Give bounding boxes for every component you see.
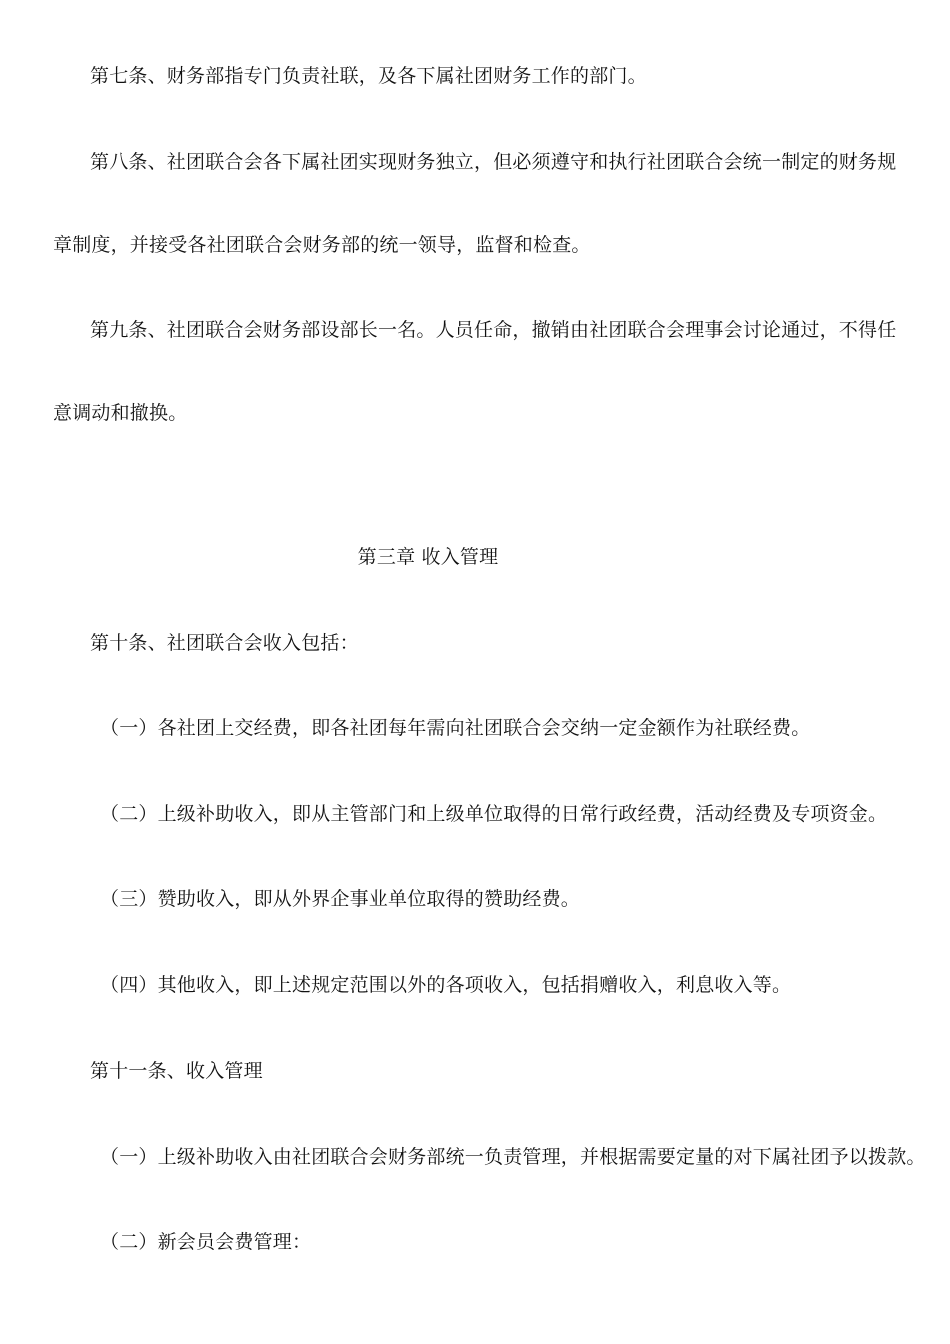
chapter-3-title: 第三章 收入管理 bbox=[357, 546, 499, 568]
article-8-line-2: 章制度，并接受各社团联合会财务部的统一领导，监督和检查。 bbox=[53, 234, 591, 256]
article-10-item-4: （四）其他收入，即上述规定范围以外的各项收入，包括捐赠收入，利息收入等。 bbox=[100, 974, 792, 996]
article-9-line-1: 第九条、社团联合会财务部设部长一名。人员任命，撤销由社团联合会理事会讨论通过，不得任 bbox=[90, 319, 897, 341]
article-9-line-2: 意调动和撤换。 bbox=[53, 402, 188, 424]
article-10: 第十条、社团联合会收入包括： bbox=[90, 632, 359, 654]
article-11: 第十一条、收入管理 bbox=[90, 1060, 263, 1082]
article-10-item-3: （三）赞助收入，即从外界企事业单位取得的赞助经费。 bbox=[100, 888, 581, 910]
article-11-item-1: （一）上级补助收入由社团联合会财务部统一负责管理，并根据需要定量的对下属社团予以拨款。 bbox=[100, 1146, 926, 1168]
article-10-item-2: （二）上级补助收入，即从主管部门和上级单位取得的日常行政经费，活动经费及专项资金。 bbox=[100, 803, 888, 825]
article-11-item-2: （二）新会员会费管理： bbox=[100, 1231, 312, 1253]
article-7: 第七条、财务部指专门负责社联，及各下属社团财务工作的部门。 bbox=[90, 65, 647, 87]
article-10-item-1: （一）各社团上交经费，即各社团每年需向社团联合会交纳一定金额作为社联经费。 bbox=[100, 717, 811, 739]
article-8-line-1: 第八条、社团联合会各下属社团实现财务独立，但必须遵守和执行社团联合会统一制定的财务规 bbox=[90, 151, 897, 173]
